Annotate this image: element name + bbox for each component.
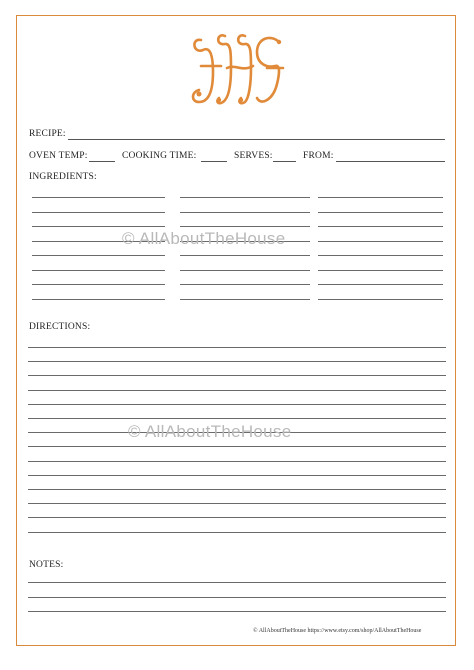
direction-line	[28, 489, 446, 490]
serves-label: SERVES:	[234, 151, 273, 161]
ingredient-line	[180, 197, 310, 198]
ingredient-line	[180, 212, 310, 213]
watermark-middle: © AllAboutTheHouse	[128, 422, 292, 441]
note-line	[28, 611, 446, 612]
ingredient-line	[318, 241, 443, 242]
ingredient-line	[32, 255, 165, 256]
ingredient-line	[318, 299, 443, 300]
ingredients-heading: INGREDIENTS:	[29, 172, 97, 182]
recipe-line	[68, 139, 445, 140]
watermark-top: © AllAboutTheHouse	[122, 229, 286, 248]
direction-line	[28, 461, 446, 462]
direction-line	[28, 446, 446, 447]
ingredient-line	[318, 255, 443, 256]
ingredient-line	[32, 226, 165, 227]
ingredient-line	[318, 226, 443, 227]
footer-credit: © AllAboutTheHouse https://www.etsy.com/shop/AllAboutTheHouse	[253, 628, 422, 634]
ingredient-line	[180, 299, 310, 300]
directions-heading: DIRECTIONS:	[29, 322, 91, 332]
from-line	[336, 161, 445, 162]
direction-line	[28, 503, 446, 504]
direction-line	[28, 390, 446, 391]
direction-line	[28, 404, 446, 405]
oven-temp-line	[89, 161, 115, 162]
direction-line	[28, 517, 446, 518]
ingredient-line	[32, 299, 165, 300]
ingredient-line	[180, 284, 310, 285]
ingredient-line	[318, 270, 443, 271]
ingredient-line	[32, 284, 165, 285]
direction-line	[28, 347, 446, 348]
direction-line	[28, 532, 446, 533]
ingredient-line	[32, 197, 165, 198]
direction-line	[28, 361, 446, 362]
serves-line	[273, 161, 296, 162]
note-line	[28, 582, 446, 583]
ingredient-line	[318, 284, 443, 285]
cooking-time-label: COOKING TIME:	[122, 151, 197, 161]
ingredient-line	[32, 212, 165, 213]
ingredient-line	[318, 197, 443, 198]
monogram-logo	[187, 28, 287, 110]
recipe-label: RECIPE:	[29, 129, 66, 139]
direction-line	[28, 475, 446, 476]
cooking-time-line	[201, 161, 227, 162]
from-label: FROM:	[303, 151, 334, 161]
oven-temp-label: OVEN TEMP:	[29, 151, 88, 161]
ingredient-line	[32, 270, 165, 271]
ingredient-line	[180, 226, 310, 227]
direction-line	[28, 375, 446, 376]
ingredient-line	[318, 212, 443, 213]
ingredient-line	[180, 255, 310, 256]
note-line	[28, 597, 446, 598]
ingredient-line	[180, 270, 310, 271]
direction-line	[28, 418, 446, 419]
notes-heading: NOTES:	[29, 560, 64, 570]
